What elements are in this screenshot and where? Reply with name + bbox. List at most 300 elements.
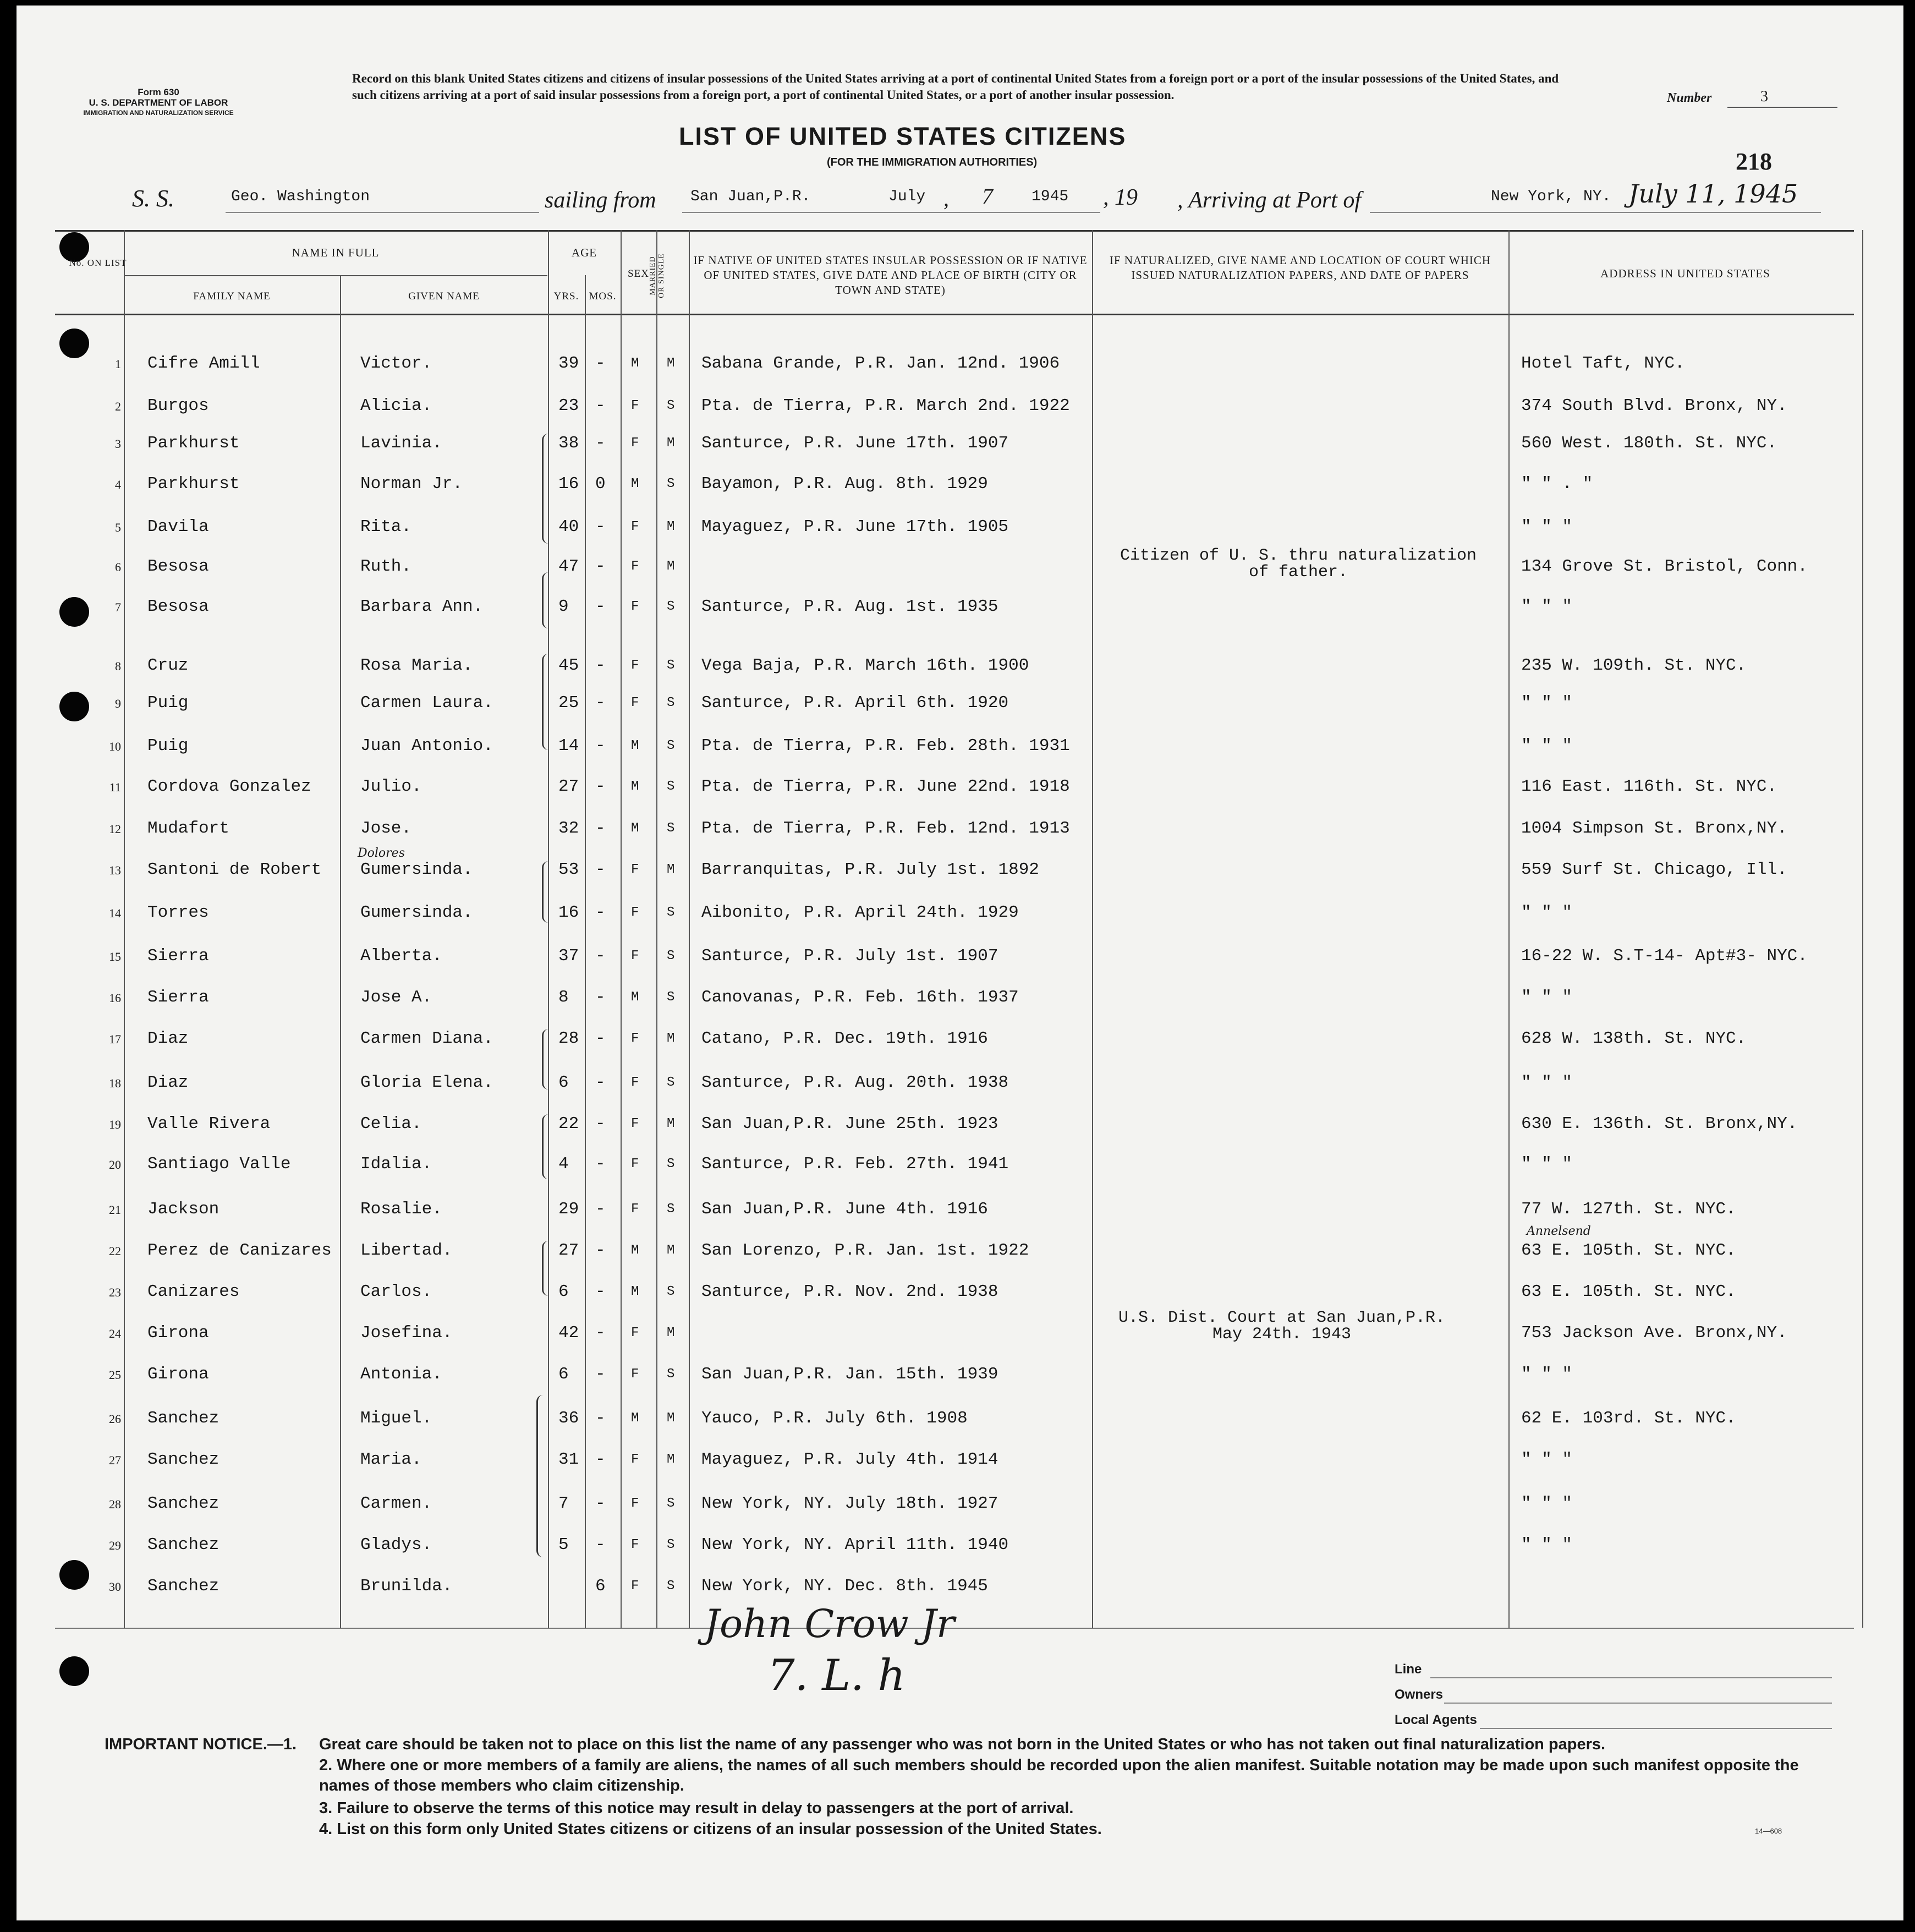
sex: F xyxy=(631,599,639,614)
address: " " " xyxy=(1521,597,1573,616)
birthplace: Pta. de Tierra, P.R. March 2nd. 1922 xyxy=(701,396,1070,415)
age-months: - xyxy=(595,1494,606,1513)
service: IMMIGRATION AND NATURALIZATION SERVICE xyxy=(83,109,234,117)
row-number: 25 xyxy=(109,1368,121,1382)
passenger-row xyxy=(0,1409,1915,1447)
address: " " " xyxy=(1521,736,1573,756)
family-name: Santoni de Robert xyxy=(147,860,322,879)
address: Hotel Taft, NYC. xyxy=(1521,354,1685,373)
family-name: Davila xyxy=(147,517,209,537)
address: " " " xyxy=(1521,1535,1573,1555)
address: 753 Jackson Ave. Bronx,NY. xyxy=(1521,1323,1787,1343)
age-years: 47 xyxy=(558,557,579,576)
marital-status: M xyxy=(667,862,675,877)
sail-year: 1945 xyxy=(1031,188,1069,205)
col-naturalization: IF NATURALIZED, GIVE NAME AND LOCATION OF COURT WHICH ISSUED NATURALIZATION PAPERS, AND DATE OF PAPERS xyxy=(1109,254,1491,282)
family-name: Sanchez xyxy=(147,1409,220,1428)
col-sex: SEX xyxy=(628,268,649,280)
ship-name: Geo. Washington xyxy=(231,188,370,205)
family-name: Puig xyxy=(147,736,189,756)
sex: F xyxy=(631,436,639,451)
address: 77 W. 127th. St. NYC. xyxy=(1521,1200,1736,1219)
handwritten-correction: Dolores xyxy=(358,846,405,860)
number-value: 3 xyxy=(1760,88,1768,105)
sex: F xyxy=(631,658,639,673)
given-name: Gumersinda. xyxy=(360,860,473,879)
passenger-row xyxy=(0,860,1915,899)
marital-status: S xyxy=(667,1367,675,1382)
officer-initials: 7. L. h xyxy=(767,1651,906,1700)
address: 62 E. 103rd. St. NYC. xyxy=(1521,1409,1736,1428)
family-name: Sierra xyxy=(147,988,209,1007)
birthplace: Catano, P.R. Dec. 19th. 1916 xyxy=(701,1029,988,1048)
family-name: Puig xyxy=(147,693,189,713)
birthplace: Pta. de Tierra, P.R. June 22nd. 1918 xyxy=(701,777,1070,796)
age-years: 36 xyxy=(558,1409,579,1428)
family-name: Sanchez xyxy=(147,1450,220,1469)
given-name: Maria. xyxy=(360,1450,422,1469)
marital-status: S xyxy=(667,1284,675,1299)
birthplace: Vega Baja, P.R. March 16th. 1900 xyxy=(701,656,1029,675)
given-name: Celia. xyxy=(360,1114,422,1134)
age-years: 6 xyxy=(558,1282,569,1301)
sex: M xyxy=(631,477,639,491)
naturalization-note-1: Citizen of U. S. thru naturalization of father. xyxy=(1120,546,1477,582)
marital-status: S xyxy=(667,949,675,964)
sex: F xyxy=(631,1116,639,1131)
row-number: 2 xyxy=(115,399,121,413)
record-instructions: Record on this blank United States citizens and citizens of insular possessions of the United States arriving at a port of continental United States from a foreign port or a port of the insular possessions of the United States, and such citizens arriving at a port of said insular possessions from a foreign port, a port of continental United States, or a port of another insular possession. xyxy=(352,72,1559,102)
form-number: Form 630 xyxy=(138,87,179,97)
given-name: Idalia. xyxy=(360,1154,432,1174)
given-name: Brunilda. xyxy=(360,1577,453,1596)
address: 559 Surf St. Chicago, Ill. xyxy=(1521,860,1787,879)
given-name: Norman Jr. xyxy=(360,474,463,494)
port-arrival: New York, NY. xyxy=(1491,188,1611,205)
passenger-row xyxy=(0,517,1915,556)
family-name: Cordova Gonzalez xyxy=(147,777,311,796)
sex: F xyxy=(631,1496,639,1511)
row-number: 17 xyxy=(109,1032,121,1046)
passenger-row xyxy=(0,396,1915,435)
given-name: Jose. xyxy=(360,819,412,838)
age-months: - xyxy=(595,777,606,796)
age-months: - xyxy=(595,1323,606,1343)
age-years: 28 xyxy=(558,1029,579,1048)
passenger-row xyxy=(0,903,1915,942)
address: " " " xyxy=(1521,693,1573,713)
age-years: 22 xyxy=(558,1114,579,1134)
birthplace: Sabana Grande, P.R. Jan. 12nd. 1906 xyxy=(701,354,1060,373)
given-name: Carmen. xyxy=(360,1494,432,1513)
birthplace: Yauco, P.R. July 6th. 1908 xyxy=(701,1409,968,1428)
address: " " " xyxy=(1521,517,1573,537)
marital-status: S xyxy=(667,1537,675,1552)
age-years: 16 xyxy=(558,903,579,922)
passenger-row xyxy=(0,819,1915,857)
given-name: Juan Antonio. xyxy=(360,736,493,756)
passenger-row xyxy=(0,1535,1915,1574)
birthplace: Barranquitas, P.R. July 1st. 1892 xyxy=(701,860,1039,879)
marital-status: S xyxy=(667,658,675,673)
marital-status: S xyxy=(667,1202,675,1217)
given-name: Gloria Elena. xyxy=(360,1073,493,1092)
passenger-row xyxy=(0,777,1915,816)
age-months: - xyxy=(595,988,606,1007)
passenger-row xyxy=(0,1073,1915,1112)
row-number: 9 xyxy=(115,697,121,710)
family-brace xyxy=(542,1241,549,1296)
handwritten-correction: Annelsend xyxy=(1527,1224,1591,1238)
passenger-row xyxy=(0,1154,1915,1193)
sex: F xyxy=(631,398,639,413)
port-from: San Juan,P.R. xyxy=(690,188,811,205)
year-prefix: , 19 xyxy=(1103,185,1138,210)
age-months: - xyxy=(595,736,606,756)
arrival-date: July 11, 1945 xyxy=(1628,179,1798,209)
age-months: - xyxy=(595,1200,606,1219)
marital-status: S xyxy=(667,696,675,710)
birthplace: Santurce, P.R. Feb. 27th. 1941 xyxy=(701,1154,1009,1174)
passenger-row xyxy=(0,557,1915,595)
age-months: - xyxy=(595,819,606,838)
row-number: 22 xyxy=(109,1244,121,1258)
marital-status: M xyxy=(667,1243,675,1258)
address: 16-22 W. S.T-14- Apt#3- NYC. xyxy=(1521,946,1808,966)
family-name: Jackson xyxy=(147,1200,220,1219)
family-brace xyxy=(542,1029,549,1090)
birthplace: Mayaguez, P.R. June 17th. 1905 xyxy=(701,517,1009,537)
passenger-row xyxy=(0,1450,1915,1488)
address: 1004 Simpson St. Bronx,NY. xyxy=(1521,819,1787,838)
birthplace: San Juan,P.R. June 4th. 1916 xyxy=(701,1200,988,1219)
notice-item-4: 4. List on this form only United States citizens or citizens of an insular possession of the United States. xyxy=(319,1820,1102,1838)
print-code: 14—608 xyxy=(1755,1827,1782,1835)
age-years: 5 xyxy=(558,1535,569,1555)
family-name: Sierra xyxy=(147,946,209,966)
naturalization-note-2: U.S. Dist. Court at San Juan,P.R. May 24th. 1943 xyxy=(1118,1309,1446,1344)
passenger-row xyxy=(0,1241,1915,1279)
birthplace: San Lorenzo, P.R. Jan. 1st. 1922 xyxy=(701,1241,1029,1260)
passenger-row xyxy=(0,1282,1915,1321)
sex: F xyxy=(631,949,639,964)
given-name: Carmen Diana. xyxy=(360,1029,493,1048)
marital-status: M xyxy=(667,1411,675,1426)
age-months: - xyxy=(595,1154,606,1174)
family-name: Valle Rivera xyxy=(147,1114,271,1134)
sex: F xyxy=(631,559,639,574)
col-no-on-list: No. ON LIST xyxy=(69,258,127,268)
row-number: 23 xyxy=(109,1285,121,1299)
row-number: 8 xyxy=(115,659,121,673)
marital-status: S xyxy=(667,990,675,1005)
age-years: 27 xyxy=(558,1241,579,1260)
given-name: Miguel. xyxy=(360,1409,432,1428)
sail-month: July xyxy=(888,188,926,205)
given-name: Libertad. xyxy=(360,1241,453,1260)
birthplace: Canovanas, P.R. Feb. 16th. 1937 xyxy=(701,988,1019,1007)
marital-status: M xyxy=(667,519,675,534)
age-months: - xyxy=(595,434,606,453)
sex: F xyxy=(631,1537,639,1552)
age-months: - xyxy=(595,1241,606,1260)
address: 235 W. 109th. St. NYC. xyxy=(1521,656,1747,675)
age-years: 6 xyxy=(558,1073,569,1092)
sex: M xyxy=(631,1284,639,1299)
marital-status: S xyxy=(667,398,675,413)
family-brace xyxy=(542,1114,549,1179)
age-years: 27 xyxy=(558,777,579,796)
marital-status: M xyxy=(667,1116,675,1131)
notice-item-1: Great care should be taken not to place on this list the name of any passenger who was not born in the United States or who has not taken out final naturalization papers. xyxy=(319,1736,1606,1753)
birthplace: Pta. de Tierra, P.R. Feb. 28th. 1931 xyxy=(701,736,1070,756)
given-name: Alicia. xyxy=(360,396,432,415)
address: " " " xyxy=(1521,903,1573,922)
birthplace: Santurce, P.R. July 1st. 1907 xyxy=(701,946,998,966)
birthplace: Pta. de Tierra, P.R. Feb. 12nd. 1913 xyxy=(701,819,1070,838)
row-number: 16 xyxy=(109,991,121,1005)
address: 116 East. 116th. St. NYC. xyxy=(1521,777,1777,796)
sex: F xyxy=(631,1157,639,1172)
marital-status: S xyxy=(667,779,675,794)
birthplace: New York, NY. July 18th. 1927 xyxy=(701,1494,998,1513)
passenger-row xyxy=(0,1114,1915,1153)
officer-signature: John Crow Jr xyxy=(704,1601,955,1646)
age-months: - xyxy=(595,1535,606,1555)
birthplace: Aibonito, P.R. April 24th. 1929 xyxy=(701,903,1019,922)
age-months: - xyxy=(595,354,606,373)
family-brace xyxy=(542,434,549,544)
row-number: 26 xyxy=(109,1412,121,1426)
family-name: Diaz xyxy=(147,1029,189,1048)
sex: M xyxy=(631,738,639,753)
sex: F xyxy=(631,519,639,534)
row-number: 3 xyxy=(115,437,121,451)
sail-day: 7 xyxy=(982,184,993,209)
family-name: Cifre Amill xyxy=(147,354,260,373)
age-years: 25 xyxy=(558,693,579,713)
age-months: - xyxy=(595,860,606,879)
page-subtitle: (FOR THE IMMIGRATION AUTHORITIES) xyxy=(827,156,1038,168)
address: 134 Grove St. Bristol, Conn. xyxy=(1521,557,1808,576)
family-name: Torres xyxy=(147,903,209,922)
age-years: 7 xyxy=(558,1494,569,1513)
family-name: Girona xyxy=(147,1365,209,1384)
family-name: Perez de Canizares xyxy=(147,1241,332,1260)
department: U. S. DEPARTMENT OF LABOR xyxy=(89,97,228,108)
family-name: Sanchez xyxy=(147,1577,220,1596)
given-name: Carmen Laura. xyxy=(360,693,493,713)
age-months: - xyxy=(595,1365,606,1384)
age-months: - xyxy=(595,1409,606,1428)
address: " " " xyxy=(1521,1073,1573,1092)
family-name: Canizares xyxy=(147,1282,240,1301)
page-number: 218 xyxy=(1736,148,1772,175)
marital-status: S xyxy=(667,905,675,920)
age-years: 32 xyxy=(558,819,579,838)
row-number: 29 xyxy=(109,1539,121,1552)
passenger-row xyxy=(0,1494,1915,1533)
marital-status: S xyxy=(667,738,675,753)
age-months: - xyxy=(595,946,606,966)
marital-status: M xyxy=(667,1031,675,1046)
given-name: Victor. xyxy=(360,354,432,373)
row-number: 13 xyxy=(109,863,121,877)
passenger-row xyxy=(0,1365,1915,1403)
family-name: Sanchez xyxy=(147,1494,220,1513)
family-name: Besosa xyxy=(147,557,209,576)
sex: F xyxy=(631,1075,639,1090)
given-name: Rita. xyxy=(360,517,412,537)
birthplace: Santurce, P.R. June 17th. 1907 xyxy=(701,434,1009,453)
row-number: 30 xyxy=(109,1580,121,1594)
age-years: 8 xyxy=(558,988,569,1007)
passenger-row xyxy=(0,656,1915,694)
row-number: 21 xyxy=(109,1203,121,1217)
col-given-name: GIVEN NAME xyxy=(408,291,480,302)
row-number: 1 xyxy=(115,357,121,371)
arriving-label: , Arriving at Port of xyxy=(1177,188,1362,213)
passenger-row xyxy=(0,434,1915,472)
family-name: Cruz xyxy=(147,656,189,675)
age-years: 53 xyxy=(558,860,579,879)
notice-item-2: 2. Where one or more members of a family are aliens, the names of all such members should be recorded upon the alien manifest. Suitable notation may be made upon such manifest opposite the names of those members who claim citizenship. xyxy=(319,1756,1799,1794)
address: " " " xyxy=(1521,988,1573,1007)
family-name: Diaz xyxy=(147,1073,189,1092)
given-name: Julio. xyxy=(360,777,422,796)
age-months: - xyxy=(595,656,606,675)
row-number: 6 xyxy=(115,560,121,574)
age-months: - xyxy=(595,693,606,713)
row-number: 11 xyxy=(109,780,121,794)
sex: M xyxy=(631,821,639,836)
address: 630 E. 136th. St. Bronx,NY. xyxy=(1521,1114,1798,1134)
family-brace xyxy=(542,861,549,923)
given-name: Rosalie. xyxy=(360,1200,442,1219)
sex: F xyxy=(631,1367,639,1382)
notice-heading: IMPORTANT NOTICE.—1. xyxy=(105,1736,297,1753)
marital-status: M xyxy=(667,356,675,371)
family-brace xyxy=(542,654,549,750)
sex: F xyxy=(631,1031,639,1046)
given-name: Antonia. xyxy=(360,1365,442,1384)
address: 63 E. 105th. St. NYC. xyxy=(1521,1241,1736,1260)
given-name: Jose A. xyxy=(360,988,432,1007)
owners-label: Owners xyxy=(1395,1687,1444,1702)
given-name: Josefina. xyxy=(360,1323,453,1343)
age-months: - xyxy=(595,557,606,576)
age-months: - xyxy=(595,1029,606,1048)
birthplace: New York, NY. April 11th. 1940 xyxy=(701,1535,1009,1555)
given-name: Ruth. xyxy=(360,557,412,576)
row-number: 5 xyxy=(115,521,121,534)
passenger-row xyxy=(0,693,1915,732)
birthplace: Santurce, P.R. Aug. 1st. 1935 xyxy=(701,597,998,616)
col-family-name: FAMILY NAME xyxy=(193,291,271,302)
row-number: 7 xyxy=(115,600,121,614)
family-brace xyxy=(536,1395,544,1557)
birthplace: Santurce, P.R. Aug. 20th. 1938 xyxy=(701,1073,1009,1092)
col-address: ADDRESS IN UNITED STATES xyxy=(1600,267,1770,280)
line-label: Line xyxy=(1395,1662,1422,1677)
address: 374 South Blvd. Bronx, NY. xyxy=(1521,396,1787,415)
age-months: - xyxy=(595,597,606,616)
address: " " . " xyxy=(1521,474,1593,494)
age-years: 9 xyxy=(558,597,569,616)
sailing-from-label: sailing from xyxy=(545,188,656,213)
age-years: 23 xyxy=(558,396,579,415)
row-number: 12 xyxy=(109,822,121,836)
address: " " " xyxy=(1521,1494,1573,1513)
marital-status: M xyxy=(667,1326,675,1340)
given-name: Alberta. xyxy=(360,946,442,966)
row-number: 10 xyxy=(109,740,121,753)
marital-status: S xyxy=(667,1075,675,1090)
passenger-row xyxy=(0,946,1915,985)
marital-status: M xyxy=(667,559,675,574)
age-years: 29 xyxy=(558,1200,579,1219)
passenger-row xyxy=(0,1577,1915,1615)
age-months: - xyxy=(595,1282,606,1301)
address: " " " xyxy=(1521,1154,1573,1174)
family-name: Besosa xyxy=(147,597,209,616)
sex: F xyxy=(631,862,639,877)
given-name: Rosa Maria. xyxy=(360,656,473,675)
family-name: Santiago Valle xyxy=(147,1154,291,1174)
page-title: LIST OF UNITED STATES CITIZENS xyxy=(679,122,1127,150)
sex: M xyxy=(631,1411,639,1426)
age-months: - xyxy=(595,396,606,415)
family-name: Parkhurst xyxy=(147,434,240,453)
sex: F xyxy=(631,1452,639,1467)
birthplace: Bayamon, P.R. Aug. 8th. 1929 xyxy=(701,474,988,494)
passenger-row xyxy=(0,474,1915,513)
age-years: 45 xyxy=(558,656,579,675)
row-number: 18 xyxy=(109,1076,121,1090)
age-years: 40 xyxy=(558,517,579,537)
notice-item-3: 3. Failure to observe the terms of this notice may result in delay to passengers at the port of arrival. xyxy=(319,1799,1074,1817)
passenger-row xyxy=(0,1323,1915,1362)
age-months: - xyxy=(595,1450,606,1469)
passenger-row xyxy=(0,1200,1915,1238)
birthplace: Mayaguez, P.R. July 4th. 1914 xyxy=(701,1450,998,1469)
sex: M xyxy=(631,990,639,1005)
row-number: 24 xyxy=(109,1327,121,1340)
marital-status: S xyxy=(667,477,675,491)
address: 560 West. 180th. St. NYC. xyxy=(1521,434,1777,453)
row-number: 4 xyxy=(115,478,121,491)
marital-status: S xyxy=(667,1157,675,1172)
family-name: Sanchez xyxy=(147,1535,220,1555)
birthplace: San Juan,P.R. June 25th. 1923 xyxy=(701,1114,998,1134)
marital-status: S xyxy=(667,599,675,614)
row-number: 27 xyxy=(109,1453,121,1467)
local-agents-label: Local Agents xyxy=(1395,1712,1477,1727)
address: " " " xyxy=(1521,1450,1573,1469)
passenger-row xyxy=(0,597,1915,636)
punch-hole xyxy=(59,1656,89,1686)
age-years: 16 xyxy=(558,474,579,494)
sex: F xyxy=(631,1579,639,1594)
marital-status: S xyxy=(667,821,675,836)
age-months: - xyxy=(595,1073,606,1092)
marital-status: S xyxy=(667,1579,675,1594)
birthplace: Santurce, P.R. April 6th. 1920 xyxy=(701,693,1009,713)
age-years: 4 xyxy=(558,1154,569,1174)
given-name: Barbara Ann. xyxy=(360,597,484,616)
age-years: 39 xyxy=(558,354,579,373)
col-name-in-full: NAME IN FULL xyxy=(292,246,380,259)
